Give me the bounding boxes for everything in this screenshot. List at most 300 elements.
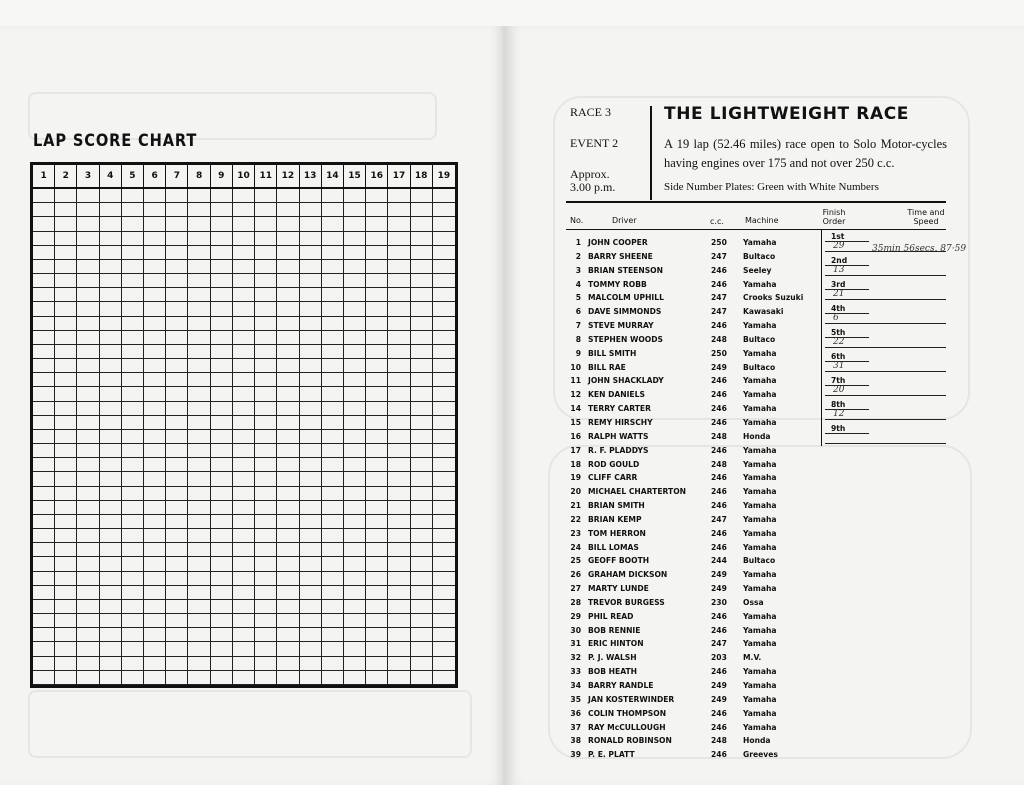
lap-grid-cell[interactable] — [388, 345, 410, 359]
lap-grid-cell[interactable] — [322, 345, 344, 359]
lap-grid-cell[interactable] — [122, 288, 144, 302]
lap-grid-cell[interactable] — [366, 487, 388, 501]
lap-grid-cell[interactable] — [322, 642, 344, 656]
lap-grid-cell[interactable] — [433, 628, 455, 642]
lap-grid-cell[interactable] — [366, 387, 388, 401]
lap-grid-cell[interactable] — [322, 416, 344, 430]
lap-grid-cell[interactable] — [166, 331, 188, 345]
lap-grid-cell[interactable] — [211, 387, 233, 401]
lap-grid-cell[interactable] — [166, 628, 188, 642]
lap-grid-cell[interactable] — [388, 572, 410, 586]
lap-grid-cell[interactable] — [388, 671, 410, 685]
lap-grid-cell[interactable] — [322, 288, 344, 302]
lap-grid-cell[interactable] — [233, 274, 255, 288]
lap-grid-cell[interactable] — [277, 430, 299, 444]
lap-grid-cell[interactable] — [366, 246, 388, 260]
lap-grid-cell[interactable] — [300, 529, 322, 543]
lap-grid-cell[interactable] — [144, 189, 166, 203]
lap-grid-cell[interactable] — [411, 642, 433, 656]
lap-grid-cell[interactable] — [122, 487, 144, 501]
lap-grid-cell[interactable] — [33, 246, 55, 260]
lap-grid-cell[interactable] — [144, 472, 166, 486]
lap-grid-cell[interactable] — [277, 614, 299, 628]
lap-grid-cell[interactable] — [277, 246, 299, 260]
lap-grid-cell[interactable] — [411, 416, 433, 430]
lap-grid-cell[interactable] — [433, 359, 455, 373]
lap-grid-cell[interactable] — [255, 302, 277, 316]
lap-grid-cell[interactable] — [433, 387, 455, 401]
lap-grid-cell[interactable] — [211, 302, 233, 316]
lap-grid-cell[interactable] — [55, 444, 77, 458]
lap-grid-cell[interactable] — [255, 373, 277, 387]
lap-grid-cell[interactable] — [166, 317, 188, 331]
lap-grid-cell[interactable] — [255, 430, 277, 444]
lap-grid-cell[interactable] — [211, 274, 233, 288]
lap-grid-cell[interactable] — [77, 487, 99, 501]
lap-grid-cell[interactable] — [255, 317, 277, 331]
lap-grid-cell[interactable] — [366, 572, 388, 586]
lap-grid-cell[interactable] — [211, 657, 233, 671]
lap-grid-cell[interactable] — [188, 600, 210, 614]
lap-grid-cell[interactable] — [300, 671, 322, 685]
lap-grid-cell[interactable] — [144, 487, 166, 501]
lap-grid-cell[interactable] — [411, 572, 433, 586]
lap-grid-cell[interactable] — [300, 331, 322, 345]
lap-grid-cell[interactable] — [255, 614, 277, 628]
lap-grid-cell[interactable] — [322, 628, 344, 642]
lap-grid-cell[interactable] — [211, 246, 233, 260]
lap-grid-cell[interactable] — [211, 472, 233, 486]
lap-grid-cell[interactable] — [366, 189, 388, 203]
lap-grid-cell[interactable] — [100, 501, 122, 515]
lap-grid-cell[interactable] — [433, 317, 455, 331]
lap-grid-cell[interactable] — [277, 232, 299, 246]
lap-grid-cell[interactable] — [55, 274, 77, 288]
lap-grid-cell[interactable] — [433, 246, 455, 260]
lap-grid-cell[interactable] — [100, 373, 122, 387]
lap-grid-cell[interactable] — [188, 217, 210, 231]
lap-grid-cell[interactable] — [166, 458, 188, 472]
lap-grid-cell[interactable] — [366, 274, 388, 288]
lap-grid-cell[interactable] — [100, 416, 122, 430]
lap-grid-cell[interactable] — [144, 203, 166, 217]
lap-grid-cell[interactable] — [55, 458, 77, 472]
lap-grid-cell[interactable] — [122, 600, 144, 614]
lap-grid-cell[interactable] — [77, 359, 99, 373]
lap-grid-cell[interactable] — [211, 614, 233, 628]
lap-grid-cell[interactable] — [100, 671, 122, 685]
lap-grid-cell[interactable] — [77, 472, 99, 486]
lap-grid-cell[interactable] — [166, 387, 188, 401]
lap-grid-cell[interactable] — [322, 515, 344, 529]
lap-grid-cell[interactable] — [433, 657, 455, 671]
lap-grid-cell[interactable] — [77, 373, 99, 387]
lap-grid-cell[interactable] — [388, 232, 410, 246]
lap-grid-cell[interactable] — [144, 345, 166, 359]
lap-grid-cell[interactable] — [277, 472, 299, 486]
lap-grid-cell[interactable] — [322, 203, 344, 217]
lap-grid-cell[interactable] — [100, 331, 122, 345]
lap-grid-cell[interactable] — [144, 416, 166, 430]
lap-grid-cell[interactable] — [122, 642, 144, 656]
lap-grid-cell[interactable] — [300, 430, 322, 444]
lap-grid-cell[interactable] — [77, 302, 99, 316]
lap-grid-cell[interactable] — [233, 430, 255, 444]
lap-grid-cell[interactable] — [188, 402, 210, 416]
lap-grid-cell[interactable] — [122, 232, 144, 246]
lap-grid-cell[interactable] — [211, 317, 233, 331]
lap-grid-cell[interactable] — [255, 246, 277, 260]
lap-grid-cell[interactable] — [255, 543, 277, 557]
lap-grid-cell[interactable] — [433, 430, 455, 444]
lap-grid-cell[interactable] — [344, 302, 366, 316]
lap-grid-cell[interactable] — [77, 217, 99, 231]
lap-grid-cell[interactable] — [322, 359, 344, 373]
lap-grid-cell[interactable] — [100, 529, 122, 543]
lap-grid-cell[interactable] — [188, 586, 210, 600]
lap-grid-cell[interactable] — [166, 189, 188, 203]
lap-grid-cell[interactable] — [55, 217, 77, 231]
lap-grid-cell[interactable] — [55, 628, 77, 642]
lap-grid-cell[interactable] — [166, 246, 188, 260]
lap-grid-cell[interactable] — [144, 572, 166, 586]
lap-grid-cell[interactable] — [100, 572, 122, 586]
lap-grid-cell[interactable] — [366, 586, 388, 600]
lap-grid-cell[interactable] — [300, 600, 322, 614]
lap-grid-cell[interactable] — [277, 345, 299, 359]
lap-grid-cell[interactable] — [100, 345, 122, 359]
lap-grid-cell[interactable] — [255, 515, 277, 529]
lap-grid-cell[interactable] — [233, 288, 255, 302]
lap-grid-cell[interactable] — [233, 317, 255, 331]
lap-grid-cell[interactable] — [366, 671, 388, 685]
lap-grid-cell[interactable] — [322, 387, 344, 401]
lap-grid-cell[interactable] — [166, 572, 188, 586]
lap-grid-cell[interactable] — [255, 671, 277, 685]
lap-grid-cell[interactable] — [77, 331, 99, 345]
lap-grid-cell[interactable] — [277, 543, 299, 557]
lap-grid-cell[interactable] — [255, 387, 277, 401]
lap-grid-cell[interactable] — [433, 472, 455, 486]
finish-position-row[interactable] — [821, 422, 946, 446]
lap-grid-cell[interactable] — [166, 472, 188, 486]
lap-grid-cell[interactable] — [122, 444, 144, 458]
lap-grid-cell[interactable] — [144, 458, 166, 472]
finish-position-row[interactable] — [821, 398, 946, 422]
lap-grid-cell[interactable] — [144, 274, 166, 288]
lap-grid-cell[interactable] — [166, 373, 188, 387]
lap-grid-cell[interactable] — [144, 430, 166, 444]
lap-grid-cell[interactable] — [388, 586, 410, 600]
lap-grid-cell[interactable] — [144, 614, 166, 628]
lap-grid-cell[interactable] — [233, 586, 255, 600]
lap-grid-cell[interactable] — [122, 189, 144, 203]
lap-grid-cell[interactable] — [188, 387, 210, 401]
lap-grid-cell[interactable] — [166, 543, 188, 557]
lap-grid-cell[interactable] — [211, 359, 233, 373]
lap-grid-cell[interactable] — [388, 657, 410, 671]
lap-grid-cell[interactable] — [144, 331, 166, 345]
lap-grid-cell[interactable] — [366, 472, 388, 486]
lap-grid-cell[interactable] — [188, 288, 210, 302]
lap-grid-cell[interactable] — [277, 274, 299, 288]
lap-grid-cell[interactable] — [344, 628, 366, 642]
lap-grid-cell[interactable] — [166, 557, 188, 571]
lap-grid-cell[interactable] — [122, 331, 144, 345]
lap-grid-cell[interactable] — [388, 302, 410, 316]
lap-grid-cell[interactable] — [255, 331, 277, 345]
lap-grid-cell[interactable] — [211, 557, 233, 571]
lap-grid-cell[interactable] — [366, 628, 388, 642]
lap-grid-cell[interactable] — [100, 288, 122, 302]
lap-grid-cell[interactable] — [211, 586, 233, 600]
lap-grid-cell[interactable] — [100, 217, 122, 231]
lap-grid-cell[interactable] — [233, 359, 255, 373]
lap-grid-cell[interactable] — [144, 387, 166, 401]
lap-grid-cell[interactable] — [188, 373, 210, 387]
lap-grid-cell[interactable] — [77, 402, 99, 416]
lap-grid-cell[interactable] — [33, 274, 55, 288]
lap-grid-cell[interactable] — [300, 288, 322, 302]
lap-grid-cell[interactable] — [100, 472, 122, 486]
lap-grid-cell[interactable] — [33, 317, 55, 331]
lap-grid-cell[interactable] — [344, 359, 366, 373]
lap-grid-cell[interactable] — [255, 458, 277, 472]
lap-grid-cell[interactable] — [344, 416, 366, 430]
lap-grid-cell[interactable] — [322, 430, 344, 444]
lap-grid-cell[interactable] — [211, 232, 233, 246]
lap-grid-cell[interactable] — [433, 288, 455, 302]
lap-grid-cell[interactable] — [144, 288, 166, 302]
lap-grid-cell[interactable] — [122, 345, 144, 359]
lap-grid-cell[interactable] — [344, 373, 366, 387]
lap-grid-cell[interactable] — [277, 671, 299, 685]
lap-grid-cell[interactable] — [55, 614, 77, 628]
lap-grid-cell[interactable] — [366, 458, 388, 472]
lap-grid-cell[interactable] — [433, 260, 455, 274]
lap-grid-cell[interactable] — [344, 657, 366, 671]
lap-grid-cell[interactable] — [344, 317, 366, 331]
lap-grid-cell[interactable] — [55, 586, 77, 600]
lap-grid-cell[interactable] — [344, 246, 366, 260]
lap-grid-cell[interactable] — [411, 189, 433, 203]
lap-grid-cell[interactable] — [188, 642, 210, 656]
lap-grid-cell[interactable] — [344, 288, 366, 302]
lap-grid-cell[interactable] — [388, 387, 410, 401]
lap-grid-cell[interactable] — [100, 203, 122, 217]
lap-grid-cell[interactable] — [322, 317, 344, 331]
lap-grid-cell[interactable] — [366, 217, 388, 231]
lap-grid-cell[interactable] — [33, 373, 55, 387]
lap-grid-cell[interactable] — [77, 501, 99, 515]
lap-grid-cell[interactable] — [233, 444, 255, 458]
lap-grid-cell[interactable] — [77, 260, 99, 274]
lap-grid-cell[interactable] — [322, 557, 344, 571]
lap-grid-cell[interactable] — [77, 642, 99, 656]
lap-grid-cell[interactable] — [77, 317, 99, 331]
lap-grid-cell[interactable] — [300, 373, 322, 387]
lap-grid-cell[interactable] — [344, 345, 366, 359]
lap-grid-cell[interactable] — [366, 543, 388, 557]
finish-position-row[interactable] — [821, 278, 946, 302]
lap-grid-cell[interactable] — [255, 260, 277, 274]
lap-grid-cell[interactable] — [55, 515, 77, 529]
lap-grid-cell[interactable] — [77, 671, 99, 685]
lap-grid-cell[interactable] — [233, 345, 255, 359]
lap-grid-cell[interactable] — [366, 642, 388, 656]
lap-grid-cell[interactable] — [33, 331, 55, 345]
lap-grid-cell[interactable] — [388, 557, 410, 571]
lap-grid-cell[interactable] — [300, 472, 322, 486]
lap-grid-cell[interactable] — [433, 515, 455, 529]
lap-grid-cell[interactable] — [411, 402, 433, 416]
lap-grid-cell[interactable] — [344, 515, 366, 529]
lap-grid-cell[interactable] — [300, 274, 322, 288]
lap-grid-cell[interactable] — [211, 430, 233, 444]
lap-grid-cell[interactable] — [211, 203, 233, 217]
lap-grid-cell[interactable] — [344, 600, 366, 614]
lap-grid-cell[interactable] — [144, 217, 166, 231]
lap-grid-cell[interactable] — [344, 458, 366, 472]
lap-grid-cell[interactable] — [233, 642, 255, 656]
lap-grid-cell[interactable] — [433, 557, 455, 571]
lap-grid-cell[interactable] — [300, 458, 322, 472]
lap-grid-cell[interactable] — [300, 203, 322, 217]
lap-grid-cell[interactable] — [166, 203, 188, 217]
lap-grid-cell[interactable] — [144, 628, 166, 642]
lap-grid-cell[interactable] — [55, 331, 77, 345]
lap-grid-cell[interactable] — [344, 331, 366, 345]
lap-grid-cell[interactable] — [411, 501, 433, 515]
lap-grid-cell[interactable] — [344, 430, 366, 444]
lap-grid-cell[interactable] — [77, 628, 99, 642]
lap-grid-cell[interactable] — [100, 614, 122, 628]
lap-grid-cell[interactable] — [322, 472, 344, 486]
lap-grid-cell[interactable] — [233, 543, 255, 557]
lap-grid-cell[interactable] — [344, 203, 366, 217]
lap-grid-cell[interactable] — [277, 557, 299, 571]
lap-grid-cell[interactable] — [122, 671, 144, 685]
lap-grid-cell[interactable] — [322, 586, 344, 600]
lap-grid-cell[interactable] — [388, 331, 410, 345]
lap-grid-cell[interactable] — [300, 543, 322, 557]
lap-grid-cell[interactable] — [322, 501, 344, 515]
lap-grid-cell[interactable] — [166, 515, 188, 529]
lap-grid-cell[interactable] — [411, 671, 433, 685]
lap-grid-cell[interactable] — [322, 402, 344, 416]
lap-grid-cell[interactable] — [233, 246, 255, 260]
lap-grid-cell[interactable] — [433, 302, 455, 316]
lap-grid-cell[interactable] — [233, 458, 255, 472]
lap-grid-cell[interactable] — [277, 657, 299, 671]
lap-grid-cell[interactable] — [388, 246, 410, 260]
lap-grid-cell[interactable] — [322, 600, 344, 614]
lap-grid-cell[interactable] — [33, 387, 55, 401]
lap-grid-cell[interactable] — [255, 572, 277, 586]
lap-grid-cell[interactable] — [233, 671, 255, 685]
lap-grid-cell[interactable] — [144, 402, 166, 416]
lap-grid-cell[interactable] — [388, 189, 410, 203]
lap-grid-cell[interactable] — [77, 232, 99, 246]
lap-grid-cell[interactable] — [55, 501, 77, 515]
lap-grid-cell[interactable] — [144, 600, 166, 614]
lap-grid-cell[interactable] — [122, 458, 144, 472]
lap-grid-cell[interactable] — [100, 657, 122, 671]
lap-grid-cell[interactable] — [100, 317, 122, 331]
lap-grid-cell[interactable] — [388, 402, 410, 416]
lap-grid-cell[interactable] — [33, 671, 55, 685]
lap-grid-cell[interactable] — [322, 543, 344, 557]
lap-grid-cell[interactable] — [166, 217, 188, 231]
lap-grid-cell[interactable] — [344, 472, 366, 486]
lap-grid-cell[interactable] — [55, 345, 77, 359]
lap-grid-cell[interactable] — [411, 302, 433, 316]
lap-grid-cell[interactable] — [388, 444, 410, 458]
lap-grid-cell[interactable] — [77, 444, 99, 458]
lap-grid-cell[interactable] — [433, 189, 455, 203]
lap-grid-cell[interactable] — [77, 529, 99, 543]
lap-grid-cell[interactable] — [277, 260, 299, 274]
lap-grid-cell[interactable] — [100, 600, 122, 614]
lap-grid-cell[interactable] — [100, 246, 122, 260]
lap-grid-cell[interactable] — [188, 501, 210, 515]
lap-grid-cell[interactable] — [166, 274, 188, 288]
lap-grid-cell[interactable] — [366, 444, 388, 458]
lap-grid-cell[interactable] — [255, 203, 277, 217]
lap-grid-cell[interactable] — [233, 387, 255, 401]
lap-grid-cell[interactable] — [388, 359, 410, 373]
lap-grid-cell[interactable] — [255, 288, 277, 302]
lap-grid-cell[interactable] — [300, 572, 322, 586]
finish-position-row[interactable] — [821, 374, 946, 398]
lap-grid-cell[interactable] — [233, 515, 255, 529]
lap-grid-cell[interactable] — [411, 359, 433, 373]
lap-grid-cell[interactable] — [300, 387, 322, 401]
lap-grid-cell[interactable] — [188, 246, 210, 260]
lap-grid-cell[interactable] — [411, 331, 433, 345]
lap-grid-cell[interactable] — [33, 642, 55, 656]
lap-grid-cell[interactable] — [300, 444, 322, 458]
lap-grid-cell[interactable] — [188, 317, 210, 331]
lap-grid-cell[interactable] — [255, 657, 277, 671]
lap-grid-cell[interactable] — [366, 345, 388, 359]
lap-grid-cell[interactable] — [166, 642, 188, 656]
lap-grid-cell[interactable] — [344, 217, 366, 231]
lap-grid-cell[interactable] — [100, 359, 122, 373]
lap-grid-cell[interactable] — [344, 671, 366, 685]
lap-grid-cell[interactable] — [344, 572, 366, 586]
lap-grid-cell[interactable] — [211, 444, 233, 458]
lap-grid-cell[interactable] — [33, 543, 55, 557]
lap-grid-cell[interactable] — [33, 430, 55, 444]
lap-grid-cell[interactable] — [33, 444, 55, 458]
lap-grid-cell[interactable] — [255, 529, 277, 543]
lap-grid-cell[interactable] — [122, 501, 144, 515]
lap-grid-cell[interactable] — [55, 671, 77, 685]
lap-grid-cell[interactable] — [77, 600, 99, 614]
lap-grid-cell[interactable] — [77, 345, 99, 359]
lap-grid-cell[interactable] — [300, 232, 322, 246]
lap-grid-cell[interactable] — [388, 614, 410, 628]
lap-grid-cell[interactable] — [77, 203, 99, 217]
lap-grid-cell[interactable] — [411, 487, 433, 501]
lap-grid-cell[interactable] — [277, 331, 299, 345]
lap-grid-cell[interactable] — [211, 642, 233, 656]
lap-grid-cell[interactable] — [188, 529, 210, 543]
lap-grid-cell[interactable] — [433, 373, 455, 387]
lap-grid-cell[interactable] — [144, 302, 166, 316]
lap-grid-cell[interactable] — [366, 515, 388, 529]
